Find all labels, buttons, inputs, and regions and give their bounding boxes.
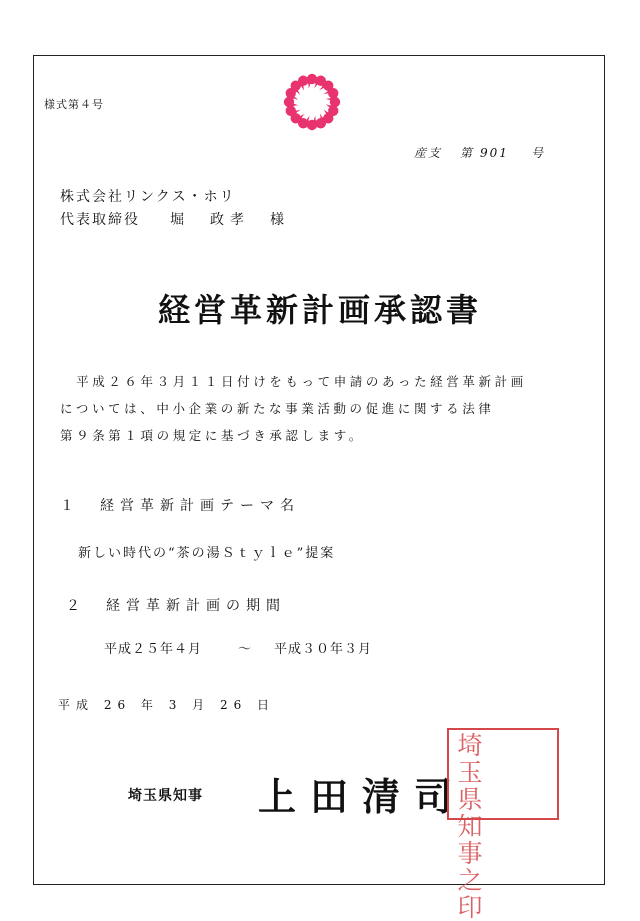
recipient-company: 株式会社リンクス・ホリ (60, 189, 236, 205)
body-line: 平成２６年３月１１日付けをもって申請のあった経営革新計画 (60, 374, 527, 389)
period-start: 平成２５年４月 (104, 642, 203, 657)
issuer-signature: 上田清司 (258, 774, 467, 819)
ref-dai: 第 (460, 146, 475, 160)
ref-number: 901 (480, 146, 509, 160)
recipient-representative (60, 209, 290, 229)
recipient-name: 堀 政孝 様 (170, 212, 290, 228)
official-seal (447, 728, 559, 921)
period-end: 平成３０年３月 (274, 642, 373, 657)
saitama-prefecture-emblem-icon (280, 70, 344, 134)
issuer-title: 埼玉県知事 (128, 788, 203, 804)
body-line: 第９条第１項の規定に基づき承認します。 (60, 428, 365, 443)
section-period-heading: ２ 経営革新計画の期間 (66, 598, 286, 614)
ref-prefix: 産支 (414, 146, 443, 160)
document-title: 経営革新計画承認書 (157, 291, 482, 329)
reference-number (414, 144, 545, 161)
section-theme-value: 新しい時代の“茶の湯Ｓｔｙｌｅ”提案 (78, 546, 336, 561)
form-number: 様式第４号 (44, 98, 104, 111)
approval-body (60, 368, 527, 449)
seal-text: 埼玉県知事之印 (454, 732, 483, 921)
body-line: については、中小企業の新たな事業活動の促進に関する法律 (60, 401, 495, 416)
issue-date: 平成 26 年 3 月 26 日 (58, 698, 276, 712)
ref-go: 号 (530, 146, 545, 160)
section-theme-heading: １ 経営革新計画テーマ名 (60, 498, 300, 514)
recipient-title: 代表取締役 (60, 212, 140, 228)
period-separator: ～ (238, 642, 253, 657)
section-period-value (104, 638, 372, 657)
